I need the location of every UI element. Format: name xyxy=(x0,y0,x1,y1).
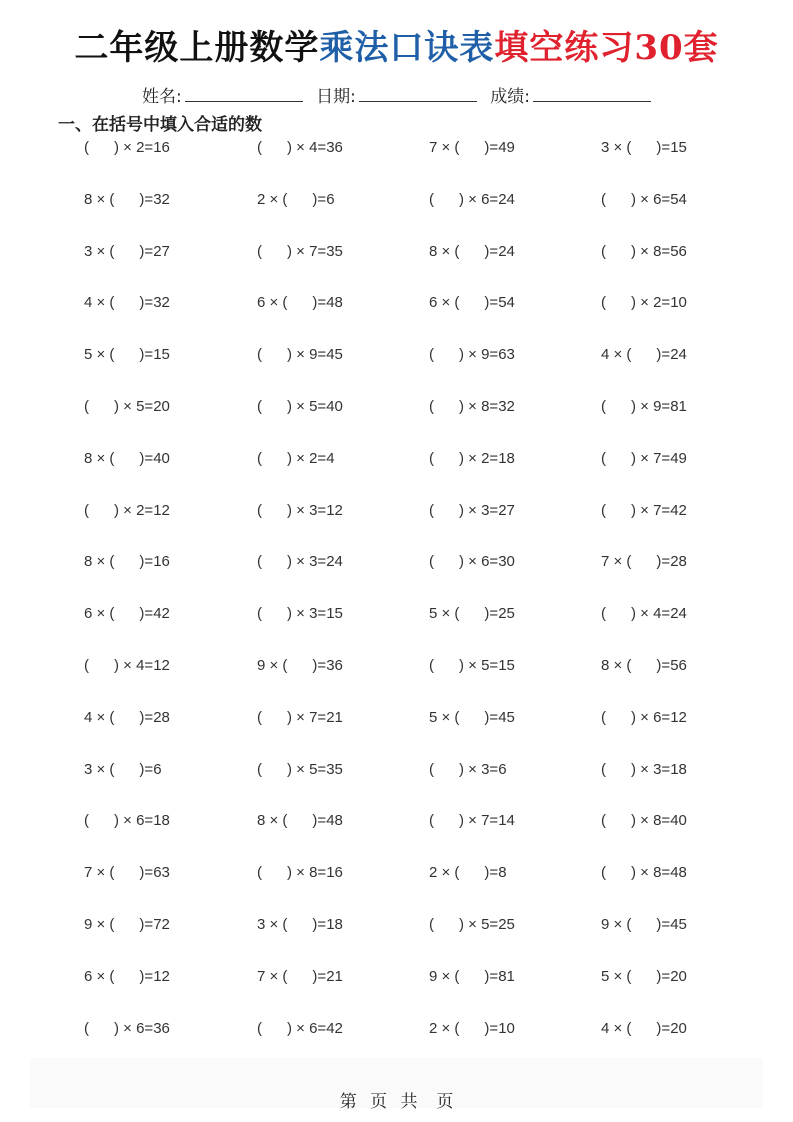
problem-item: ( ) × 8=56 xyxy=(601,242,687,260)
problem-row xyxy=(0,958,793,1010)
problem-item: 6 × ( )=12 xyxy=(84,967,170,985)
problem-row xyxy=(0,699,793,751)
problem-item: ( ) × 6=42 xyxy=(257,1019,343,1037)
problem-item: 6 × ( )=42 xyxy=(84,605,170,623)
problem-item: 6 × ( )=54 xyxy=(429,294,515,312)
title-part-grade: 二年级上册数学 xyxy=(74,28,320,68)
student-info-line xyxy=(0,82,793,107)
problem-item: ( ) × 7=21 xyxy=(257,708,343,726)
problem-item: ( ) × 2=12 xyxy=(84,501,170,519)
problem-item: ( ) × 2=4 xyxy=(257,449,335,467)
problem-item: ( ) × 3=27 xyxy=(429,501,515,519)
problem-item: 7 × ( )=63 xyxy=(84,864,170,882)
worksheet-title xyxy=(0,20,793,69)
problem-row xyxy=(0,1010,793,1062)
problem-row xyxy=(0,543,793,595)
problem-item: 2 × ( )=6 xyxy=(257,190,335,208)
problem-row xyxy=(0,595,793,647)
problem-row xyxy=(0,751,793,803)
problem-item: ( ) × 5=35 xyxy=(257,760,343,778)
problem-row xyxy=(0,647,793,699)
problem-item: ( ) × 3=18 xyxy=(601,760,687,778)
problem-row xyxy=(0,906,793,958)
problem-item: 9 × ( )=72 xyxy=(84,915,170,933)
footer-page-1: 页 xyxy=(370,1092,388,1112)
problem-item: 9 × ( )=81 xyxy=(429,967,515,985)
problem-item: ( ) × 7=35 xyxy=(257,242,343,260)
page-footer xyxy=(0,1087,793,1112)
problem-item: 8 × ( )=56 xyxy=(601,656,687,674)
name-field xyxy=(142,82,303,107)
problem-item: ( ) × 8=32 xyxy=(429,397,515,415)
problem-item: ( ) × 9=81 xyxy=(601,397,687,415)
score-blank xyxy=(533,87,651,102)
problem-item: 4 × ( )=32 xyxy=(84,294,170,312)
problem-item: ( ) × 3=12 xyxy=(257,501,343,519)
problem-row xyxy=(0,802,793,854)
problem-item: 5 × ( )=45 xyxy=(429,708,515,726)
problem-row xyxy=(0,492,793,544)
problem-item: ( ) × 5=15 xyxy=(429,656,515,674)
problem-item: ( ) × 4=24 xyxy=(601,605,687,623)
footer-di: 第 xyxy=(339,1092,357,1112)
problem-item: 8 × ( )=48 xyxy=(257,812,343,830)
problem-item: ( ) × 6=18 xyxy=(84,812,170,830)
problem-item: ( ) × 4=12 xyxy=(84,656,170,674)
problem-item: 3 × ( )=18 xyxy=(257,915,343,933)
problem-item: ( ) × 2=10 xyxy=(601,294,687,312)
name-label: 姓名: xyxy=(141,87,182,107)
problem-row xyxy=(0,181,793,233)
problem-item: ( ) × 5=25 xyxy=(429,915,515,933)
date-label: 日期: xyxy=(316,87,356,107)
problem-item: 8 × ( )=32 xyxy=(84,190,170,208)
problem-item: 5 × ( )=20 xyxy=(601,967,687,985)
problem-item: 4 × ( )=24 xyxy=(601,346,687,364)
problem-item: ( ) × 6=54 xyxy=(601,190,687,208)
problem-item: ( ) × 2=18 xyxy=(429,449,515,467)
problem-item: 4 × ( )=28 xyxy=(84,708,170,726)
problem-item: ( ) × 7=14 xyxy=(429,812,515,830)
problem-item: 9 × ( )=45 xyxy=(601,915,687,933)
date-field xyxy=(316,82,477,107)
score-field xyxy=(490,82,651,107)
problem-item: ( ) × 8=48 xyxy=(601,864,687,882)
problem-item: ( ) × 6=36 xyxy=(84,1019,170,1037)
problem-item: 2 × ( )=10 xyxy=(429,1019,515,1037)
problem-row xyxy=(0,854,793,906)
problem-item: ( ) × 7=42 xyxy=(601,501,687,519)
problem-item: 5 × ( )=15 xyxy=(84,346,170,364)
problem-row xyxy=(0,388,793,440)
problem-item: ( ) × 8=16 xyxy=(257,864,343,882)
problem-item: 2 × ( )=8 xyxy=(429,864,507,882)
problem-row xyxy=(0,233,793,285)
problem-item: 7 × ( )=28 xyxy=(601,553,687,571)
title-part-practice: 填空练习30套 xyxy=(494,28,719,68)
footer-gong: 共 xyxy=(400,1092,418,1112)
problem-item: ( ) × 5=20 xyxy=(84,397,170,415)
problem-item: ( ) × 4=36 xyxy=(257,139,343,156)
name-blank xyxy=(185,87,303,102)
problem-item: ( ) × 6=30 xyxy=(429,553,515,571)
problem-item: 8 × ( )=16 xyxy=(84,553,170,571)
date-blank xyxy=(359,87,477,102)
problem-item: ( ) × 3=15 xyxy=(257,605,343,623)
problem-item: 8 × ( )=40 xyxy=(84,449,170,467)
problem-item: 9 × ( )=36 xyxy=(257,656,343,674)
problem-item: ( ) × 7=49 xyxy=(601,449,687,467)
problem-item: 7 × ( )=21 xyxy=(257,967,343,985)
problem-item: ( ) × 9=45 xyxy=(257,346,343,364)
section-title: 一、在括号中填入合适的数 xyxy=(58,115,262,135)
footer-page-2: 页 xyxy=(436,1092,454,1112)
problem-item: 5 × ( )=25 xyxy=(429,605,515,623)
problem-item: ( ) × 3=24 xyxy=(257,553,343,571)
problem-item: 3 × ( )=27 xyxy=(84,242,170,260)
problem-item: 8 × ( )=24 xyxy=(429,242,515,260)
problem-row xyxy=(0,129,793,181)
problem-item: ( ) × 2=16 xyxy=(84,139,170,156)
problem-row xyxy=(0,336,793,388)
problem-item: 3 × ( )=6 xyxy=(84,760,162,778)
problem-item: 3 × ( )=15 xyxy=(601,139,687,156)
problem-item: 6 × ( )=48 xyxy=(257,294,343,312)
problem-item: ( ) × 6=12 xyxy=(601,708,687,726)
problem-row xyxy=(0,440,793,492)
problem-item: ( ) × 9=63 xyxy=(429,346,515,364)
problem-item: ( ) × 5=40 xyxy=(257,397,343,415)
problem-grid xyxy=(0,129,793,1061)
problem-row xyxy=(0,284,793,336)
problem-item: ( ) × 3=6 xyxy=(429,760,507,778)
problem-item: ( ) × 6=24 xyxy=(429,190,515,208)
title-part-table: 乘法口诀表 xyxy=(319,28,495,68)
problem-item: ( ) × 8=40 xyxy=(601,812,687,830)
problem-item: 4 × ( )=20 xyxy=(601,1019,687,1037)
problem-item: 7 × ( )=49 xyxy=(429,139,515,156)
score-label: 成绩: xyxy=(490,87,530,107)
